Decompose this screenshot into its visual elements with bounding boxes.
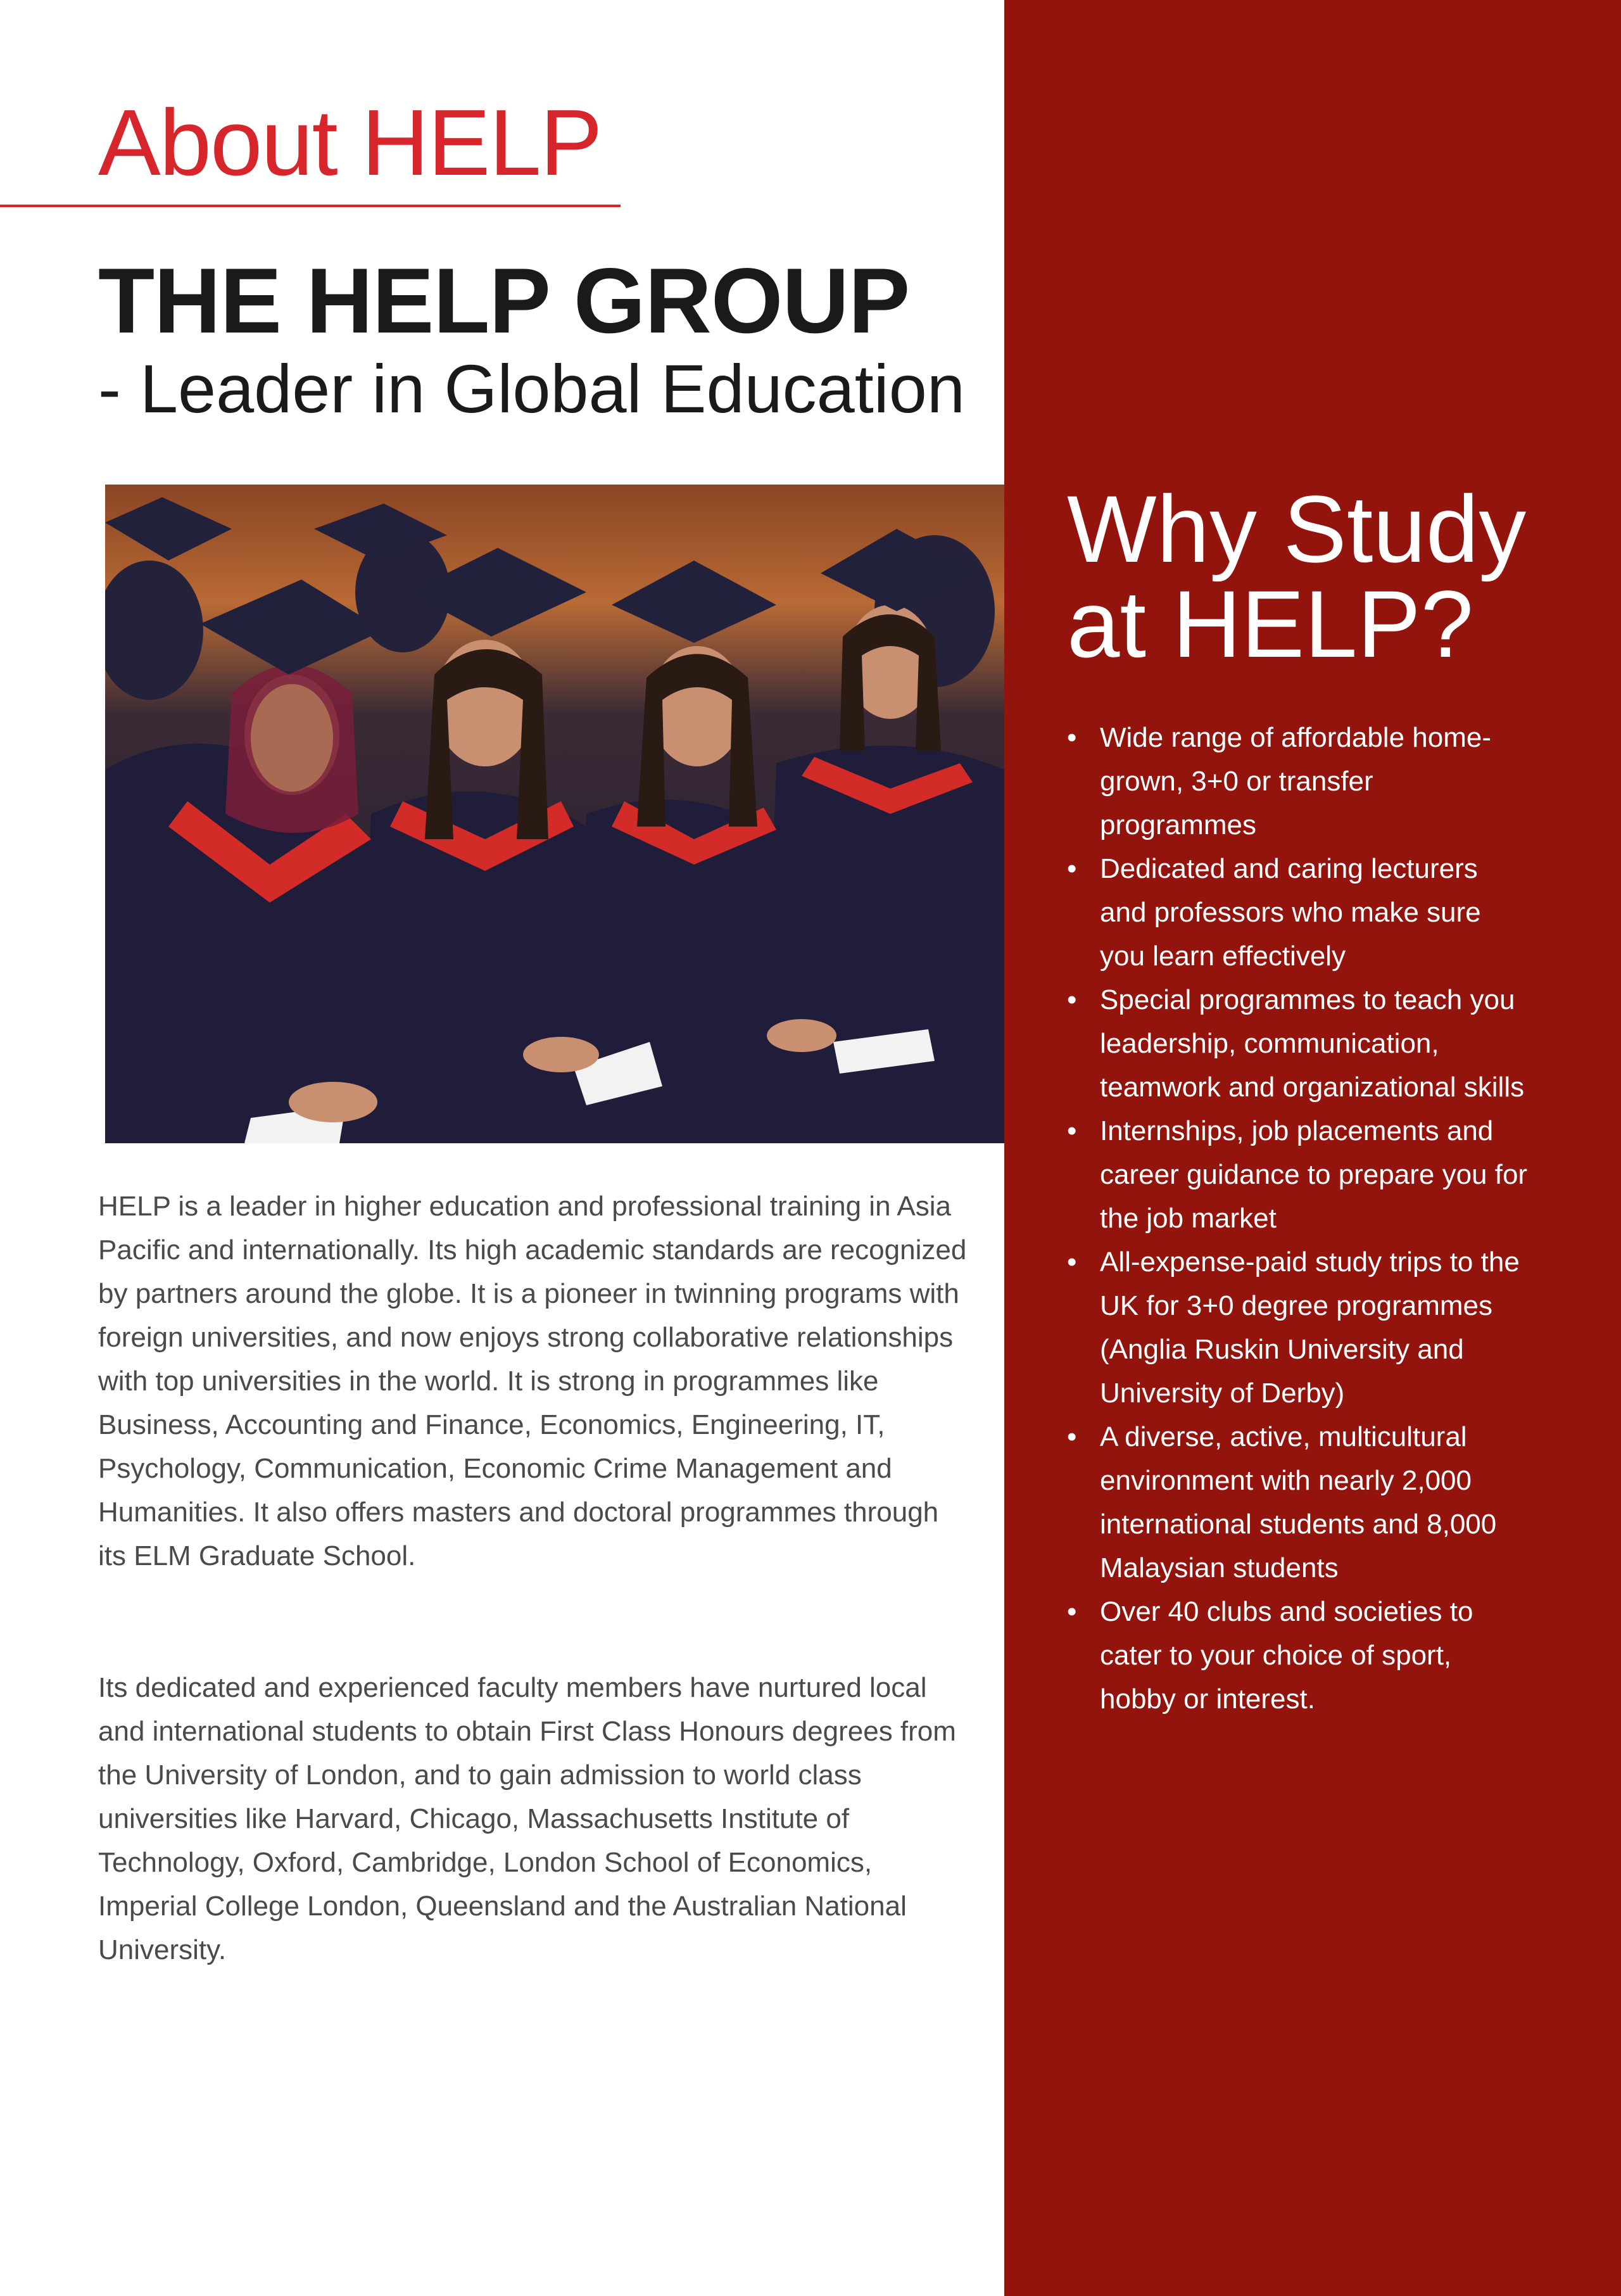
reason-text: Over 40 clubs and societies to cater to your choice of sport, hobby or interest. — [1100, 1596, 1473, 1715]
section-title: About HELP — [98, 91, 602, 195]
reason-text: Special programmes to teach you leadership, communication, teamwork and organizational skills — [1100, 984, 1525, 1103]
reason-text: Wide range of affordable home-grown, 3+0 or transfer programmes — [1100, 722, 1491, 840]
faculty-paragraph: Its dedicated and experienced faculty members have nurtured local and international students to obtain First Class Honours degrees from the University of London, and to gain admission to world class universities like Harvard, Chicago, Massachusetts Institute of Technology, Oxford, Cambridge, London School of Economics, Imperial College London, Queensland and the Australian National University. — [98, 1672, 956, 1965]
bullet-icon: • — [1067, 1246, 1077, 1278]
page-subtitle: - Leader in Global Education — [98, 350, 965, 427]
reason-text: Dedicated and caring lecturers and professors who make sure you learn effectively — [1100, 853, 1481, 972]
reason-text: A diverse, active, multicultural environment with nearly 2,000 international students and 8,000 Malaysian students — [1100, 1421, 1497, 1583]
why-study-heading-line-1: Why Study — [1067, 476, 1527, 582]
why-study-heading — [1067, 476, 1586, 677]
intro-paragraph: HELP is a leader in higher education and professional training in Asia Pacific and internationally. Its high academic standards are recognized by partners around the globe. It is a pioneer in twinning programs with foreign universities, and now enjoys strong collaborative relationships with top universities in the world. It is strong in programmes like Business, Accounting and Finance, Economics, Engineering, IT, Psychology, Communication, Economic Crime Management and Humanities. It also offers masters and doctoral programmes through its ELM Graduate School. — [98, 1191, 967, 1571]
reason-text: Internships, job placements and career guidance to prepare you for the job market — [1100, 1115, 1528, 1234]
reason-item — [1067, 978, 1529, 1109]
reason-text: All-expense-paid study trips to the UK for 3+0 degree programmes (Anglia Ruskin University and University of Derby) — [1100, 1246, 1520, 1409]
bullet-icon: • — [1067, 984, 1077, 1015]
bullet-icon: • — [1067, 1115, 1077, 1146]
reason-item — [1067, 1109, 1529, 1240]
reason-item — [1067, 716, 1529, 847]
reason-item — [1067, 1415, 1529, 1590]
bullet-icon: • — [1067, 722, 1077, 753]
reason-item — [1067, 847, 1529, 978]
bullet-icon: • — [1067, 1421, 1077, 1452]
title-divider — [0, 205, 621, 207]
bullet-icon: • — [1067, 1596, 1077, 1627]
reason-item — [1067, 1240, 1529, 1415]
why-study-heading-line-2: at HELP? — [1067, 571, 1474, 677]
graduation-illustration — [105, 485, 1004, 1143]
page-title: THE HELP GROUP — [98, 249, 910, 352]
reason-item — [1067, 1590, 1529, 1721]
reasons-list — [1067, 716, 1529, 1721]
graduation-photo — [105, 485, 1004, 1143]
bullet-icon: • — [1067, 853, 1077, 884]
